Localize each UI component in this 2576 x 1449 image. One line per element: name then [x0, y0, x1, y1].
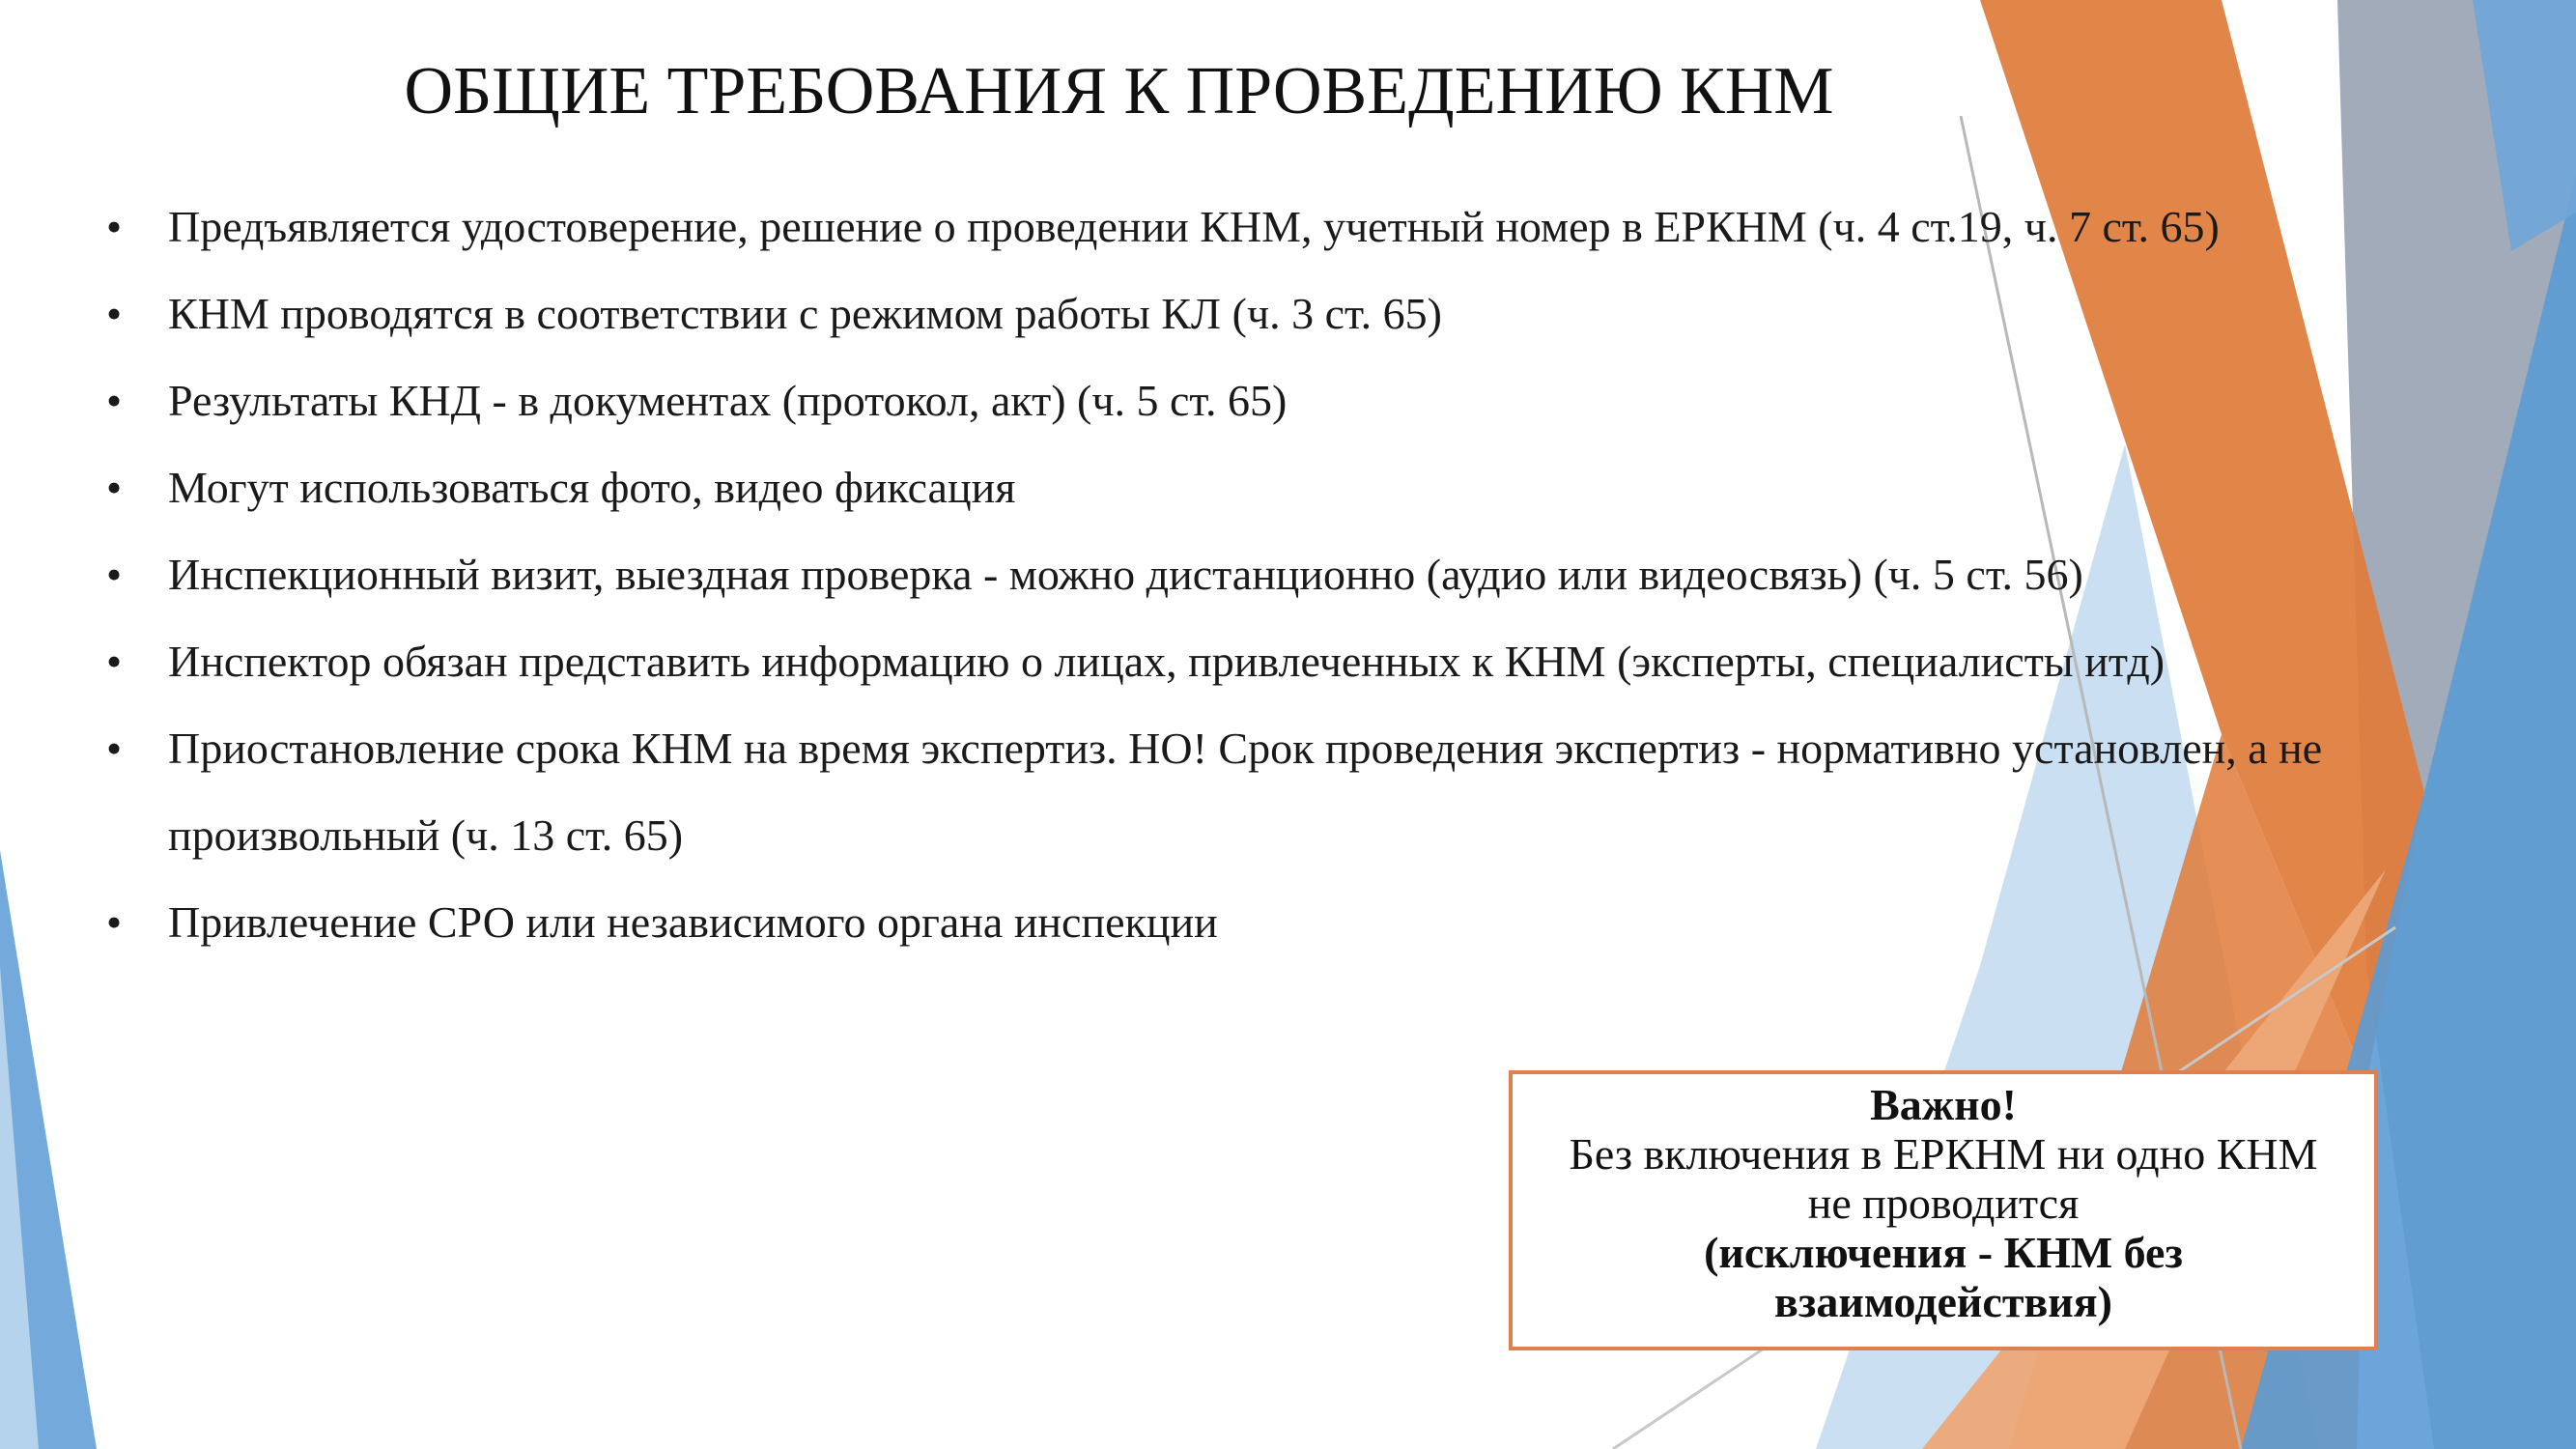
- bullet-text: КНМ проводятся в соответствии с режимом работы КЛ (ч. 3 ст. 65): [168, 289, 1442, 338]
- bullet-text: Инспекционный визит, выездная проверка - можно дистанционно (аудио или видеосвязь) (ч. 5 ст. 56): [168, 550, 2083, 599]
- bullet-marker: •: [106, 550, 123, 599]
- bullet-item: [106, 531, 2540, 618]
- bullet-item: [106, 184, 2540, 270]
- bullet-text: Привлечение СРО или независимого органа инспекции: [168, 897, 1218, 947]
- note-exception-line: взаимодействия): [1774, 1277, 2112, 1326]
- bullet-text: Инспектор обязан представить информацию о лицах, привлеченных к КНМ (эксперты, специалисты итд): [168, 637, 2166, 686]
- important-note-box: [1509, 1070, 2378, 1350]
- note-heading: Важно!: [1870, 1080, 2017, 1129]
- bullet-item: [106, 705, 2540, 879]
- note-exception-line: (исключения - КНМ без: [1704, 1228, 2183, 1277]
- bullet-text: Предъявляется удостоверение, решение о проведении КНМ, учетный номер в ЕРКНМ (ч. 4 ст.19, ч. 7 ст. 65): [168, 202, 2220, 251]
- bullet-text: Могут использоваться фото, видео фиксация: [168, 463, 1016, 512]
- bullet-marker: •: [106, 724, 123, 773]
- bullet-marker: •: [106, 289, 123, 338]
- note-line: Без включения в ЕРКНМ ни одно КНМ: [1569, 1129, 2318, 1179]
- bullet-marker: •: [106, 637, 123, 686]
- bullet-list: [106, 184, 2540, 966]
- bullet-item: [106, 618, 2540, 705]
- slide-title: ОБЩИЕ ТРЕБОВАНИЯ К ПРОВЕДЕНИЮ КНМ: [404, 54, 1834, 128]
- bullet-text: Приостановление срока КНМ на время экспертиз. НО! Срок проведения экспертиз - нормативно установлен, а не произвольный (ч. 13 ст. 65): [168, 724, 2323, 860]
- bullet-text: Результаты КНД - в документах (протокол, акт) (ч. 5 ст. 65): [168, 376, 1288, 425]
- bullet-item: [106, 879, 2540, 966]
- bullet-item: [106, 444, 2540, 531]
- bullet-marker: •: [106, 897, 123, 947]
- bullet-item: [106, 357, 2540, 444]
- note-line: не проводится: [1807, 1179, 2080, 1228]
- bullet-marker: •: [106, 202, 123, 251]
- bullet-item: [106, 270, 2540, 357]
- bullet-marker: •: [106, 376, 123, 425]
- bullet-marker: •: [106, 463, 123, 512]
